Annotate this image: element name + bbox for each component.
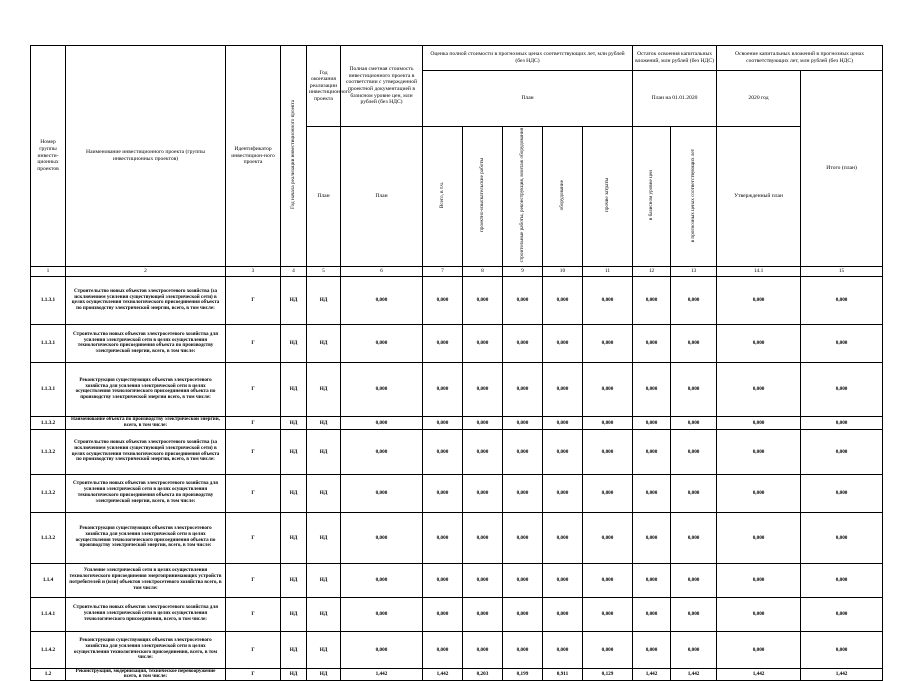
- row-value: 0,000: [583, 362, 633, 416]
- column-number: 15: [801, 266, 883, 276]
- row-value: 0,000: [583, 416, 633, 429]
- row-start-year: НД: [281, 597, 307, 631]
- row-code: 1.1.4.1: [31, 597, 66, 631]
- row-value: 0,000: [633, 324, 671, 362]
- row-value: 0,000: [671, 631, 717, 668]
- row-value: 0,203: [463, 668, 503, 681]
- row-start-year: НД: [281, 474, 307, 512]
- row-name: Строительство новых объектов электросетевого хозяйства для усиления электрической сети в целях осуществления технологического присоединения объекта по производству электрической энергии, всего, в том числе:: [66, 474, 226, 512]
- row-value: 0,000: [423, 512, 463, 563]
- header-estimate: Полная сметная стоимость инвестиционного проекта в соответствии с утвержденной проектной документацией в базисном уровне цен, млн рублей (без НДС): [341, 46, 423, 127]
- row-value: 0,000: [717, 429, 801, 474]
- column-number: 10: [543, 266, 583, 276]
- row-end-year: НД: [307, 429, 341, 474]
- row-value: 0,000: [801, 597, 883, 631]
- row-value: 0,199: [503, 668, 543, 681]
- row-category: Г: [226, 597, 281, 631]
- column-number: 9: [503, 266, 543, 276]
- header-project-name: Наименование инвестиционного проекта (группы инвестиционных проектов): [66, 46, 226, 267]
- row-value: 0,000: [543, 362, 583, 416]
- row-value: 0,000: [717, 324, 801, 362]
- row-value: 0,000: [671, 563, 717, 597]
- row-value: 0,000: [423, 631, 463, 668]
- row-start-year: НД: [281, 276, 307, 324]
- row-value: 0,000: [671, 416, 717, 429]
- row-value: 0,000: [341, 631, 423, 668]
- row-name: Реконструкция существующих объектов электросетевого хозяйства для усиления электрической сети в целях осуществления технологического присоединения объекта по производству электрической энергии всего, в том числе:: [66, 362, 226, 416]
- row-code: 1.1.3.2: [31, 512, 66, 563]
- row-value: 0,000: [543, 474, 583, 512]
- row-name: Реконструкция существующих объектов электросетевого хозяйства для усиления электрической сети в целях осуществления технологического присоединения, всего, в том числе:: [66, 631, 226, 668]
- row-name: Строительство новых объектов электросетевого хозяйства для усиления электрической сети в целях осуществления технологического присоединения объекта по производству электрической энергии, всего, в том числе:: [66, 324, 226, 362]
- row-end-year: НД: [307, 362, 341, 416]
- row-name: Строительство новых объектов электросетевого хозяйства (за исключением усиления существующей электрической сети) в целях осуществления технологического присоединения объекта по производству электрической энергии, всего, в том числе:: [66, 429, 226, 474]
- row-start-year: НД: [281, 324, 307, 362]
- column-number: 13: [671, 266, 717, 276]
- table-row: [31, 324, 883, 362]
- row-code: 1.1.4: [31, 563, 66, 597]
- row-value: 0,000: [801, 631, 883, 668]
- table-row: [31, 474, 883, 512]
- row-category: Г: [226, 474, 281, 512]
- row-value: 0,000: [671, 512, 717, 563]
- header-start-year: Год начала реализации инвестиционного проекта: [281, 46, 307, 267]
- row-value: 0,000: [801, 429, 883, 474]
- column-number: 5: [307, 266, 341, 276]
- row-value: 0,000: [463, 597, 503, 631]
- row-value: 0,000: [543, 597, 583, 631]
- row-value: 0,000: [423, 563, 463, 597]
- row-name: Усиление электрической сети в целях осуществления технологического присоединения энергопринимающих устройств потребителей и (или) объектов электросетевого хозяйства всего, в том числе:: [66, 563, 226, 597]
- row-end-year: НД: [307, 324, 341, 362]
- row-value: 0,000: [463, 324, 503, 362]
- row-value: 0,000: [463, 276, 503, 324]
- column-number: 11: [583, 266, 633, 276]
- row-category: Г: [226, 631, 281, 668]
- row-value: 0,000: [463, 563, 503, 597]
- row-value: 0,000: [633, 597, 671, 631]
- row-value: 1,442: [423, 668, 463, 681]
- header-end-year: Год окончания реализации инвестиционного проекта: [307, 46, 341, 127]
- row-value: 0,000: [801, 416, 883, 429]
- row-value: 0,000: [633, 563, 671, 597]
- row-value: 0,000: [503, 474, 543, 512]
- header-project-id: Идентификатор инвестицион-ного проекта: [226, 46, 281, 267]
- header-base-prices: в базисном уровне цен: [633, 127, 671, 267]
- row-value: 0,000: [543, 429, 583, 474]
- row-value: 0,000: [801, 512, 883, 563]
- header-total-vat: Всего, в т.ч.: [423, 127, 463, 267]
- row-name: Строительство новых объектов электросетевого хозяйства (за исключением усиления существующей электрической сети) в целях осуществления технологического присоединения объекта по производству электрической энергии, всего, в том числе:: [66, 276, 226, 324]
- row-end-year: НД: [307, 276, 341, 324]
- row-name: Строительство новых объектов электросетевого хозяйства для усиления электрической сети в целях осуществления технологического присоединения, всего, в том числе:: [66, 597, 226, 631]
- row-code: 1.1.3.1: [31, 362, 66, 416]
- row-value: 0,000: [463, 512, 503, 563]
- row-value: 0,000: [717, 597, 801, 631]
- row-category: Г: [226, 362, 281, 416]
- row-value: 0,000: [503, 276, 543, 324]
- header-plan: План: [423, 71, 633, 127]
- header-end-plan: План: [307, 127, 341, 267]
- row-category: Г: [226, 563, 281, 597]
- row-value: 0,000: [717, 631, 801, 668]
- row-value: 0,911: [543, 668, 583, 681]
- row-start-year: НД: [281, 429, 307, 474]
- row-value: 1,442: [717, 668, 801, 681]
- row-value: 0,000: [633, 474, 671, 512]
- table-row: [31, 631, 883, 668]
- header-full-cost: Оценка полной стоимости в прогнозных ценах соответствующих лет, млн рублей (без НДС): [423, 46, 633, 71]
- row-category: Г: [226, 429, 281, 474]
- row-value: 0,000: [717, 474, 801, 512]
- row-value: 0,000: [341, 362, 423, 416]
- row-end-year: НД: [307, 512, 341, 563]
- table-row: [31, 563, 883, 597]
- row-value: 0,000: [717, 563, 801, 597]
- row-value: 0,000: [423, 324, 463, 362]
- row-start-year: НД: [281, 563, 307, 597]
- row-value: 0,000: [717, 512, 801, 563]
- row-value: 0,000: [503, 324, 543, 362]
- row-code: 1.1.3.1: [31, 324, 66, 362]
- row-value: 0,000: [423, 416, 463, 429]
- row-name: Реконструкция существующих объектов электросетевого хозяйства для усиления электрической сети в целях осуществления технологического присоединения объекта по производству электрической энергии, всего, в том числе:: [66, 512, 226, 563]
- row-value: 0,000: [543, 631, 583, 668]
- row-value: 0,000: [633, 429, 671, 474]
- row-value: 0,000: [801, 276, 883, 324]
- header-smr: строительные работы, реконструкция, монтаж оборудования: [503, 127, 543, 267]
- header-investments: Освоение капитальных вложений в прогнозных ценах соответствующих лет, млн рублей (без НДС): [717, 46, 883, 71]
- row-value: 0,000: [583, 631, 633, 668]
- row-category: Г: [226, 668, 281, 681]
- column-number: 2: [66, 266, 226, 276]
- row-value: 0,000: [423, 597, 463, 631]
- header-forecast-prices: в прогнозных ценах соответствующих лет: [671, 127, 717, 267]
- row-end-year: НД: [307, 563, 341, 597]
- row-value: 0,000: [543, 276, 583, 324]
- row-value: 0,000: [423, 474, 463, 512]
- row-start-year: НД: [281, 416, 307, 429]
- column-number: 4: [281, 266, 307, 276]
- table-body: [31, 276, 883, 680]
- row-value: 0,000: [583, 597, 633, 631]
- row-value: 0,000: [583, 324, 633, 362]
- row-value: 0,000: [801, 324, 883, 362]
- row-end-year: НД: [307, 416, 341, 429]
- table-row: [31, 429, 883, 474]
- row-code: 1.2: [31, 668, 66, 681]
- row-value: 0,000: [633, 362, 671, 416]
- table-row: [31, 362, 883, 416]
- row-value: 0,000: [543, 324, 583, 362]
- row-value: 0,000: [341, 429, 423, 474]
- row-value: 0,000: [717, 416, 801, 429]
- header-year-2020: 2020 год: [717, 71, 801, 127]
- row-value: 0,000: [633, 512, 671, 563]
- row-value: 0,000: [671, 276, 717, 324]
- row-value: 0,000: [801, 474, 883, 512]
- row-value: 0,000: [717, 362, 801, 416]
- row-value: 0,000: [503, 631, 543, 668]
- row-value: 0,000: [423, 276, 463, 324]
- row-value: 0,000: [583, 276, 633, 324]
- header-remaining: Остаток освоения капитальных вложений, млн рублей (без НДС): [633, 46, 717, 71]
- table-row: [31, 668, 883, 681]
- row-value: 0,000: [671, 429, 717, 474]
- row-value: 0,129: [583, 668, 633, 681]
- row-value: 1,442: [671, 668, 717, 681]
- row-value: 0,000: [633, 416, 671, 429]
- header-approved-plan: Утвержденный план: [717, 127, 801, 267]
- row-value: 1,442: [801, 668, 883, 681]
- column-number: 3: [226, 266, 281, 276]
- header-estimate-plan: План: [341, 127, 423, 267]
- row-value: 0,000: [423, 362, 463, 416]
- row-value: 0,000: [503, 362, 543, 416]
- row-value: 0,000: [671, 597, 717, 631]
- row-value: 0,000: [543, 512, 583, 563]
- row-value: 0,000: [341, 324, 423, 362]
- row-value: 0,000: [503, 563, 543, 597]
- header-other: прочие затраты: [583, 127, 633, 267]
- row-value: 0,000: [633, 276, 671, 324]
- column-number: 8: [463, 266, 503, 276]
- row-value: 0,000: [503, 429, 543, 474]
- row-value: 0,000: [671, 474, 717, 512]
- row-value: 0,000: [583, 563, 633, 597]
- row-end-year: НД: [307, 474, 341, 512]
- header-group-number: Номер группы инвести-ционных проектов: [31, 46, 66, 267]
- row-code: 1.1.3.2: [31, 416, 66, 429]
- row-value: 0,000: [671, 324, 717, 362]
- row-value: 0,000: [503, 512, 543, 563]
- row-code: 1.1.3.1: [31, 276, 66, 324]
- row-value: 0,000: [341, 563, 423, 597]
- row-end-year: НД: [307, 597, 341, 631]
- row-start-year: НД: [281, 668, 307, 681]
- header-pir: проектно-изыскательские работы: [463, 127, 503, 267]
- row-end-year: НД: [307, 631, 341, 668]
- row-value: 0,000: [463, 474, 503, 512]
- column-number-row: [31, 266, 883, 276]
- row-value: 0,000: [423, 429, 463, 474]
- row-value: 1,442: [341, 668, 423, 681]
- investment-program-sheet: [30, 45, 882, 681]
- row-value: 0,000: [583, 429, 633, 474]
- row-code: 1.1.4.2: [31, 631, 66, 668]
- row-value: 0,000: [463, 362, 503, 416]
- row-value: 0,000: [341, 474, 423, 512]
- row-category: Г: [226, 512, 281, 563]
- row-value: 0,000: [633, 631, 671, 668]
- row-value: 0,000: [341, 512, 423, 563]
- row-category: Г: [226, 416, 281, 429]
- row-value: 0,000: [341, 597, 423, 631]
- table-row: [31, 597, 883, 631]
- row-category: Г: [226, 324, 281, 362]
- column-number: 12: [633, 266, 671, 276]
- header-plan-date: План на 01.01.2020: [633, 71, 717, 127]
- column-number: 14.1: [717, 266, 801, 276]
- row-value: 1,442: [633, 668, 671, 681]
- row-category: Г: [226, 276, 281, 324]
- row-value: 0,000: [583, 512, 633, 563]
- row-value: 0,000: [463, 631, 503, 668]
- row-value: 0,000: [341, 276, 423, 324]
- row-start-year: НД: [281, 631, 307, 668]
- row-value: 0,000: [341, 416, 423, 429]
- row-value: 0,000: [463, 429, 503, 474]
- row-value: 0,000: [543, 416, 583, 429]
- row-value: 0,000: [801, 362, 883, 416]
- header-equipment: оборудование: [543, 127, 583, 267]
- table-row: [31, 276, 883, 324]
- investment-table: [30, 45, 883, 681]
- row-value: 0,000: [671, 362, 717, 416]
- row-value: 0,000: [503, 416, 543, 429]
- row-value: 0,000: [801, 563, 883, 597]
- table-row: [31, 512, 883, 563]
- table-row: [31, 416, 883, 429]
- row-start-year: НД: [281, 362, 307, 416]
- row-code: 1.1.3.2: [31, 429, 66, 474]
- row-value: 0,000: [717, 276, 801, 324]
- row-value: 0,000: [463, 416, 503, 429]
- column-number: 1: [31, 266, 66, 276]
- row-start-year: НД: [281, 512, 307, 563]
- row-value: 0,000: [503, 597, 543, 631]
- row-code: 1.1.3.2: [31, 474, 66, 512]
- row-name: Наименование объекта по производству электрической энергии, всего, в том числе:: [66, 416, 226, 429]
- header-total-plan: Итого (план): [801, 71, 883, 267]
- row-value: 0,000: [583, 474, 633, 512]
- row-value: 0,000: [543, 563, 583, 597]
- column-number: 6: [341, 266, 423, 276]
- row-end-year: НД: [307, 668, 341, 681]
- column-number: 7: [423, 266, 463, 276]
- row-name: Реконструкция, модернизация, техническое перевооружение всего, в том числе:: [66, 668, 226, 681]
